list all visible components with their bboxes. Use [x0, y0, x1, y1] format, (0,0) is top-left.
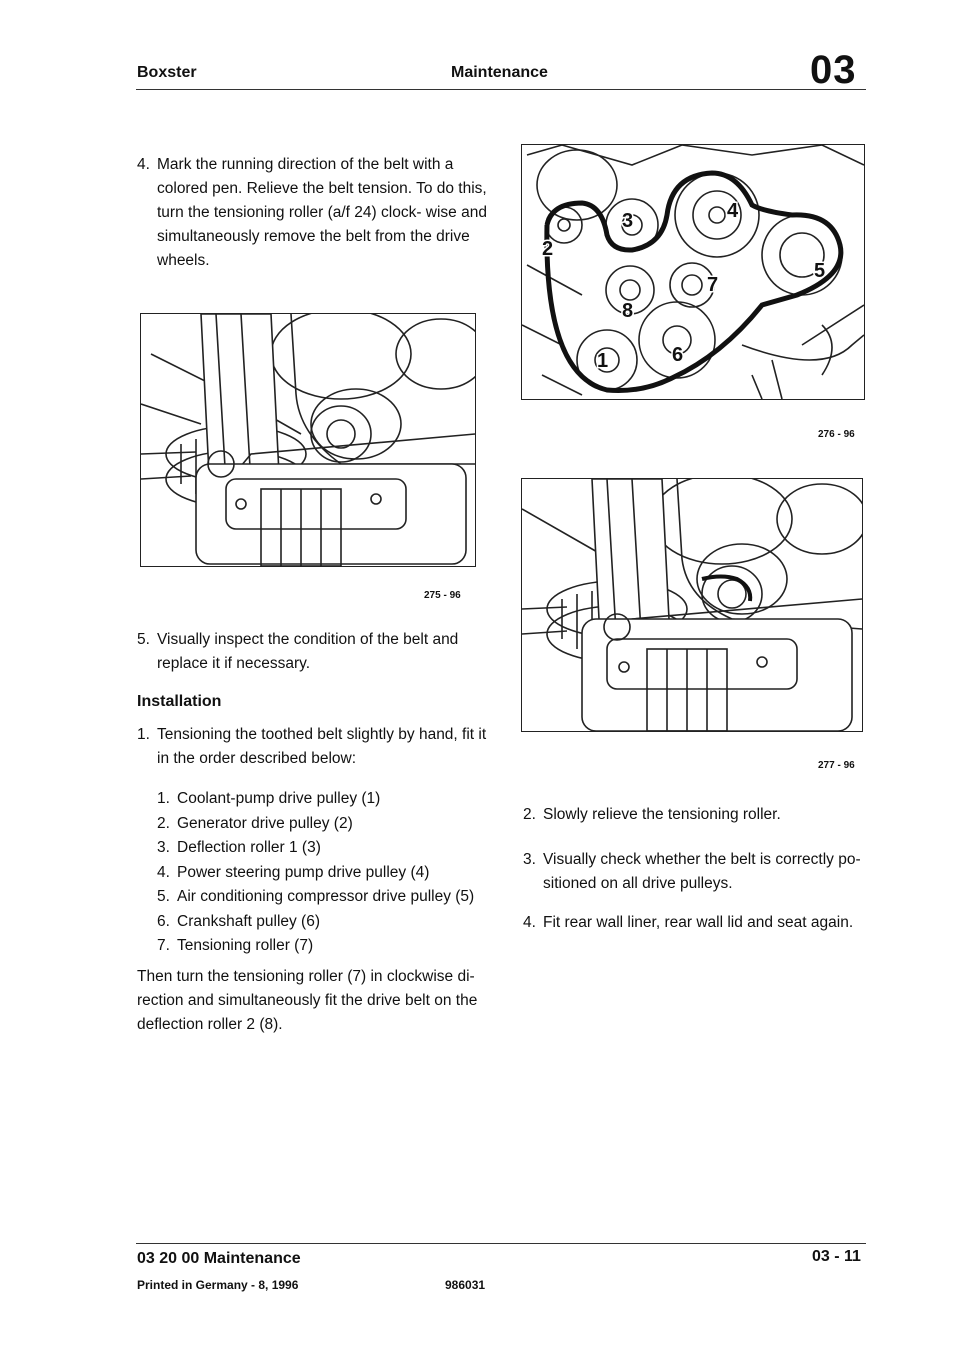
step-number: 4.: [137, 156, 150, 173]
header-rule: [136, 89, 866, 90]
pulley-label-6: 6: [672, 344, 684, 366]
pulley-label-2: 2: [542, 238, 554, 260]
figure-belt-drive-overview: [521, 144, 865, 400]
figure-3-caption: 277 - 96: [818, 760, 855, 771]
footer-page-number: 03 - 11: [812, 1248, 861, 1265]
step-text: Tensioning the toothed belt slightly by hand, fit it in the order described below:: [157, 726, 487, 767]
installation-step-1: [137, 723, 487, 771]
pulley-label-5: 5: [814, 260, 826, 282]
pulley-label-4: 4: [727, 200, 739, 222]
list-item: 2. Generator drive pulley (2): [157, 814, 353, 832]
footer-rule: [136, 1243, 866, 1244]
pulley-label-8: 8: [622, 300, 634, 322]
pulley-label-1: 1: [597, 350, 609, 372]
step-number: 4.: [523, 914, 536, 931]
header-section: Maintenance: [451, 64, 548, 81]
installation-step-4: [523, 911, 868, 935]
footer-section-title: 03 20 00 Maintenance: [137, 1250, 301, 1267]
list-item: 1. Coolant-pump drive pulley (1): [157, 790, 381, 807]
installation-step-2: [523, 803, 868, 827]
installation-then-text: Then turn the tensioning roller (7) in clockwise di- rection and simultaneously fit the drive belt on the deflection roller 2 (8).: [137, 968, 478, 1033]
belt-fitting-order-list: [157, 787, 497, 959]
step-5-inspect: [137, 628, 487, 676]
pulley-label-7: 7: [707, 274, 719, 296]
pulley-label-3: 3: [622, 210, 634, 232]
step-text: Slowly relieve the tensioning roller.: [543, 806, 781, 823]
step-number: 5.: [137, 631, 150, 648]
header-model: Boxster: [137, 64, 197, 81]
installation-heading: Installation: [137, 693, 222, 710]
tensioning-roller-install-illustration: [522, 479, 862, 731]
list-item: 4. Power steering pump drive pulley (4): [157, 863, 430, 881]
list-item: 3. Deflection roller 1 (3): [157, 839, 321, 856]
step-text: Fit rear wall liner, rear wall lid and seat again.: [543, 914, 854, 931]
list-item: 6. Crankshaft pulley (6): [157, 912, 321, 930]
header-chapter-number: 03: [810, 48, 857, 92]
figure-tensioning-roller-removal: [140, 313, 476, 567]
list-item: 7. Tensioning roller (7): [157, 937, 314, 954]
step-text: Visually inspect the condition of the belt and replace it if necessary.: [157, 631, 459, 672]
footer-printed-info: Printed in Germany - 8, 1996: [137, 1278, 299, 1292]
step-number: 2.: [523, 806, 536, 823]
tensioning-roller-illustration: [141, 314, 475, 566]
figure-2-caption: 276 - 96: [818, 429, 855, 440]
step-text: Mark the running direction of the belt with a colored pen. Relieve the belt tension. To do this, turn the tensioning roller (a/f 24) clock- wise and simultaneously remove the belt from the drive wheels.: [157, 156, 487, 269]
belt-drive-diagram: [522, 145, 864, 399]
figure-tensioning-roller-installation: [521, 478, 863, 732]
step-4-removal: [137, 153, 487, 273]
figure-1-caption: 275 - 96: [424, 590, 461, 601]
list-item: 5. Air conditioning compressor drive pulley (5): [157, 888, 475, 905]
step-number: 3.: [523, 851, 536, 868]
installation-step-3: [523, 848, 868, 896]
step-text: Visually check whether the belt is correctly po- sitioned on all drive pulleys.: [543, 851, 861, 892]
footer-document-code: 986031: [445, 1278, 486, 1292]
step-number: 1.: [137, 726, 150, 743]
